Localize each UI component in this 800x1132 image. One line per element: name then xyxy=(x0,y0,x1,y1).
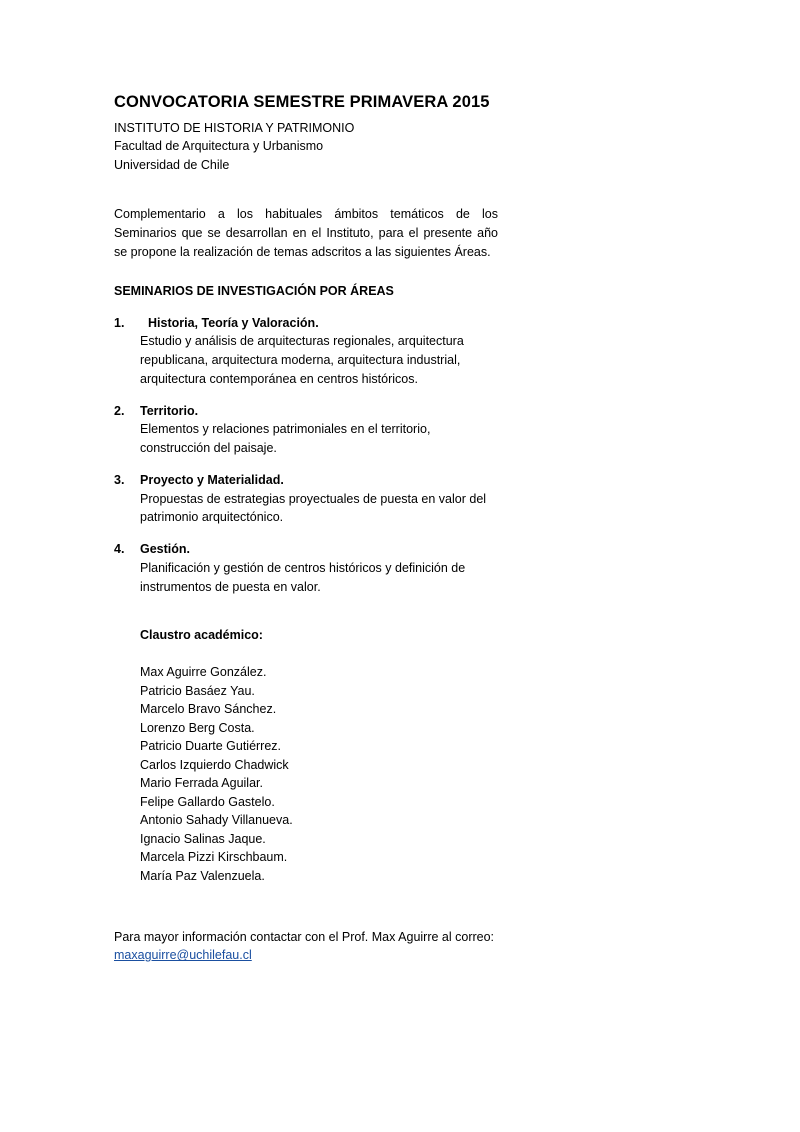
institution-line-1: INSTITUTO DE HISTORIA Y PATRIMONIO xyxy=(114,120,355,135)
institution-line-3: Universidad de Chile xyxy=(114,158,230,173)
list-item: Lorenzo Berg Costa. xyxy=(140,720,255,735)
list-item: Carlos Izquierdo Chadwick xyxy=(140,757,289,772)
spacer xyxy=(114,885,498,915)
area-item xyxy=(114,402,498,458)
area-number: 3. xyxy=(114,472,125,487)
area-description: Elementos y relaciones patrimoniales en el territorio, construcción del paisaje. xyxy=(140,422,431,456)
list-item: Patricio Basáez Yau. xyxy=(140,683,255,698)
list-item: Antonio Sahady Villanueva. xyxy=(140,813,293,828)
area-number: 1. xyxy=(114,315,125,330)
area-item xyxy=(114,471,498,527)
list-item: María Paz Valenzuela. xyxy=(140,868,265,883)
area-description: Estudio y análisis de arquitecturas regionales, arquitectura republicana, arquitectura moderna, arquitectura industrial, arquitectura contemporánea en centros históricos. xyxy=(140,334,464,386)
spacer xyxy=(114,301,498,314)
area-title: Gestión. xyxy=(140,542,191,557)
list-item: Max Aguirre González. xyxy=(140,665,267,680)
spacer xyxy=(114,458,498,471)
area-title: Historia, Teoría y Valoración. xyxy=(148,315,319,330)
contact-paragraph xyxy=(114,928,498,966)
contact-text: Para mayor información contactar con el Prof. Max Aguirre al correo: xyxy=(114,929,495,944)
area-heading xyxy=(114,314,498,333)
spacer xyxy=(114,596,498,626)
area-item xyxy=(114,314,498,389)
spacer xyxy=(114,175,498,205)
institution-block xyxy=(114,119,498,175)
spacer xyxy=(114,527,498,540)
area-heading xyxy=(114,540,498,559)
list-item: Mario Ferrada Aguilar. xyxy=(140,776,263,791)
area-heading xyxy=(114,471,498,490)
institution-line-2: Facultad de Arquitectura y Urbanismo xyxy=(114,139,324,154)
document-body xyxy=(114,92,498,978)
intro-paragraph: Complementario a los habituales ámbitos temáticos de los Seminarios que se desarrollan en el Instituto, para el presente año se propone la realización de temas adscritos a las siguientes Áreas. xyxy=(114,206,498,259)
list-item: Patricio Duarte Gutiérrez. xyxy=(140,739,282,754)
area-title: Territorio. xyxy=(140,403,199,418)
area-title: Proyecto y Materialidad. xyxy=(140,472,284,487)
list-item: Ignacio Salinas Jaque. xyxy=(140,831,266,846)
spacer xyxy=(114,389,498,402)
section-heading: SEMINARIOS DE INVESTIGACIÓN POR ÁREAS xyxy=(114,283,394,298)
area-heading xyxy=(114,402,498,421)
faculty-heading: Claustro académico: xyxy=(140,628,263,643)
area-item xyxy=(114,540,498,596)
contact-email-link[interactable]: maxaguirre@uchilefau.cl xyxy=(114,948,252,963)
spacer xyxy=(114,262,498,282)
page-title: CONVOCATORIA SEMESTRE PRIMAVERA 2015 xyxy=(114,93,490,111)
area-description: Planificación y gestión de centros históricos y definición de instrumentos de puesta en valor. xyxy=(140,560,466,594)
faculty-list xyxy=(140,663,498,885)
faculty-block xyxy=(140,626,498,885)
list-item: Marcelo Bravo Sánchez. xyxy=(140,702,277,717)
list-item: Marcela Pizzi Kirschbaum. xyxy=(140,850,288,865)
area-description: Propuestas de estrategias proyectuales de puesta en valor del patrimonio arquitectónico. xyxy=(140,491,487,525)
area-number: 2. xyxy=(114,403,125,418)
area-number: 4. xyxy=(114,542,125,557)
list-item: Felipe Gallardo Gastelo. xyxy=(140,794,275,809)
